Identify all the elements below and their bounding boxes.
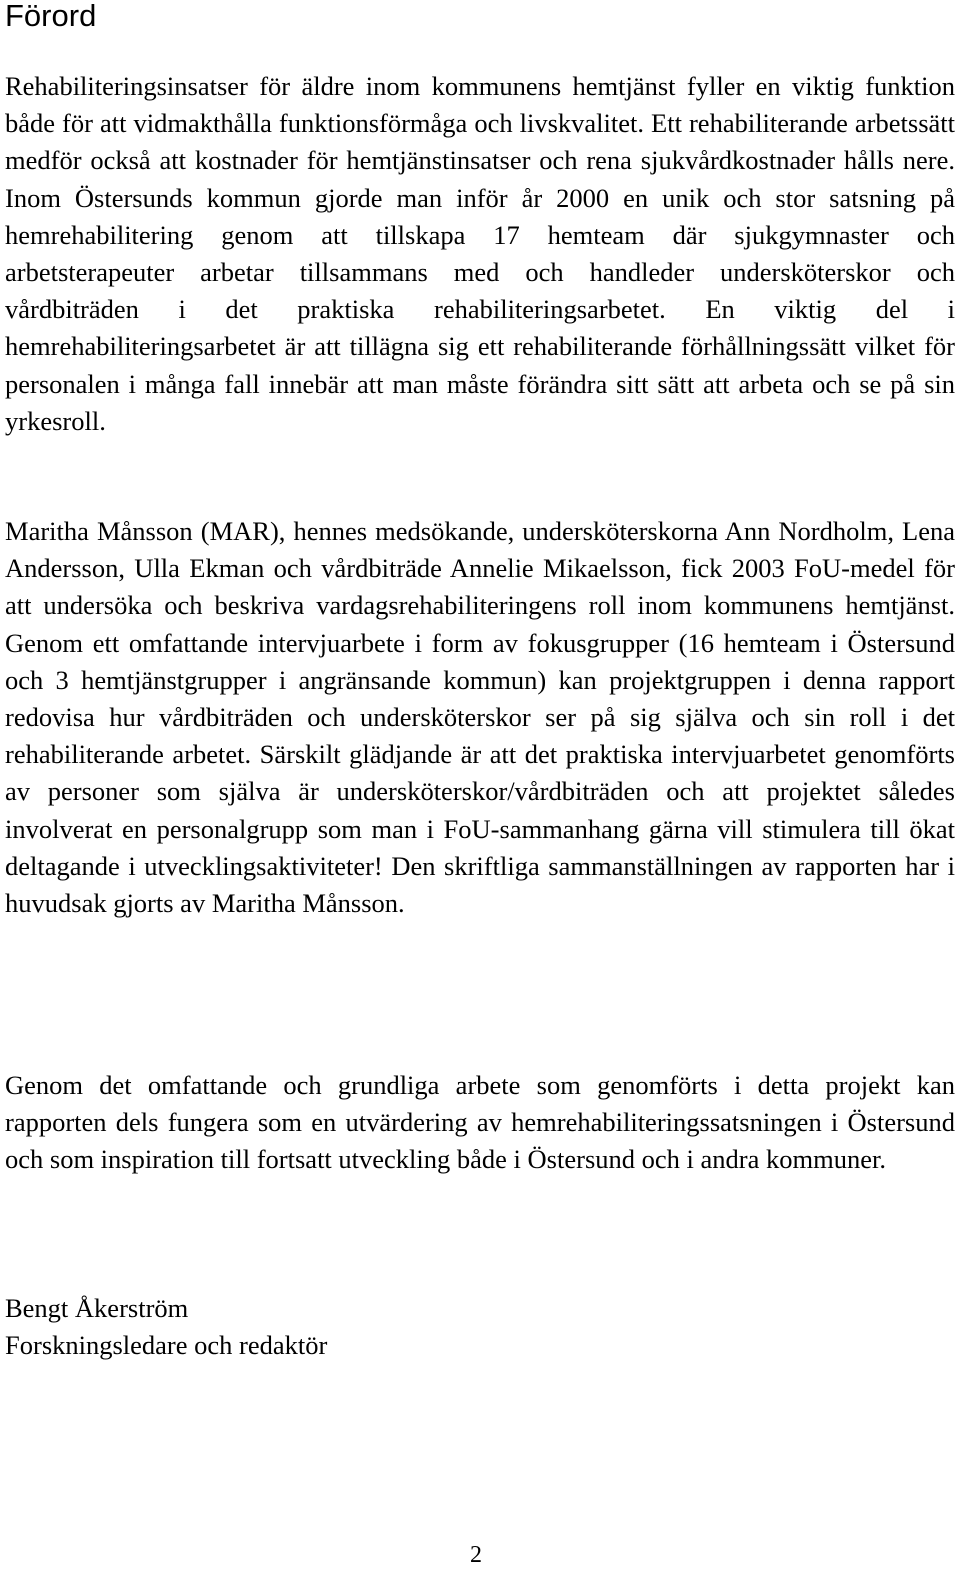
signature-title: Forskningsledare och redaktör [5,1330,328,1361]
paragraph-intro: Rehabiliteringsinsatser för äldre inom kommunens hemtjänst fyller en viktig funktion både för att vidmakthålla funktionsförmåga och livskvalitet. Ett rehabiliterande arbetssätt medför också att kostnader för hemtjänstinsatser och rena sjukvårdkostnader hålls nere. Inom Östersunds kommun gjorde man inför år 2000 en unik och stor satsning på hemrehabilitering genom att tillskapa 17 hemteam där sjukgymnaster och arbetsterapeuter arbetar tillsammans med och handleder undersköterskor och vårdbiträden i det praktiska rehabiliteringsarbetet. En viktig del i hemrehabiliteringsarbetet är att tillägna sig ett rehabiliterande förhållningssätt vilket för personalen i många fall innebär att man måste förändra sitt sätt att arbeta och se på sin yrkesroll. [5,71,955,436]
page-heading: Förord [5,0,97,33]
signature-name: Bengt Åkerström [5,1293,189,1323]
paragraph-conclusion: Genom det omfattande och grundliga arbete som genomförts i detta projekt kan rapporten dels fungera som en utvärdering av hemrehabiliteringssatsningen i Östersund och som inspiration till fortsatt utveckling både i Östersund och i andra kommuner. [5,1070,955,1175]
signature-block [5,1290,327,1364]
paragraph-project: Maritha Månsson (MAR), hennes medsökande, undersköterskorna Ann Nordholm, Lena Andersson, Ulla Ekman och vårdbiträde Annelie Mikaelsson, fick 2003 FoU-medel för att undersöka och beskriva vardagsrehabiliteringens roll inom kommunens hemtjänst. Genom ett omfattande intervjuarbete i form av fokusgrupper (16 hemteam i Östersund och 3 hemtjänstgrupper i angränsande kommun) kan projektgruppen i denna rapport redovisa hur vårdbiträden och undersköterskor ser på sig själva och sin roll i det rehabiliterande arbetet. Särskilt glädjande är att det praktiska intervjuarbetet genomförts av personer som själva är undersköterskor/vårdbiträden och att projektet således involverat en personalgrupp som man i FoU-sammanhang gärna vill stimulera till ökat deltagande i utvecklingsaktiviteter! Den skriftliga sammanställningen av rapporten har i huvudsak gjorts av Maritha Månsson. [5,516,955,919]
page-number: 2 [470,1542,482,1568]
